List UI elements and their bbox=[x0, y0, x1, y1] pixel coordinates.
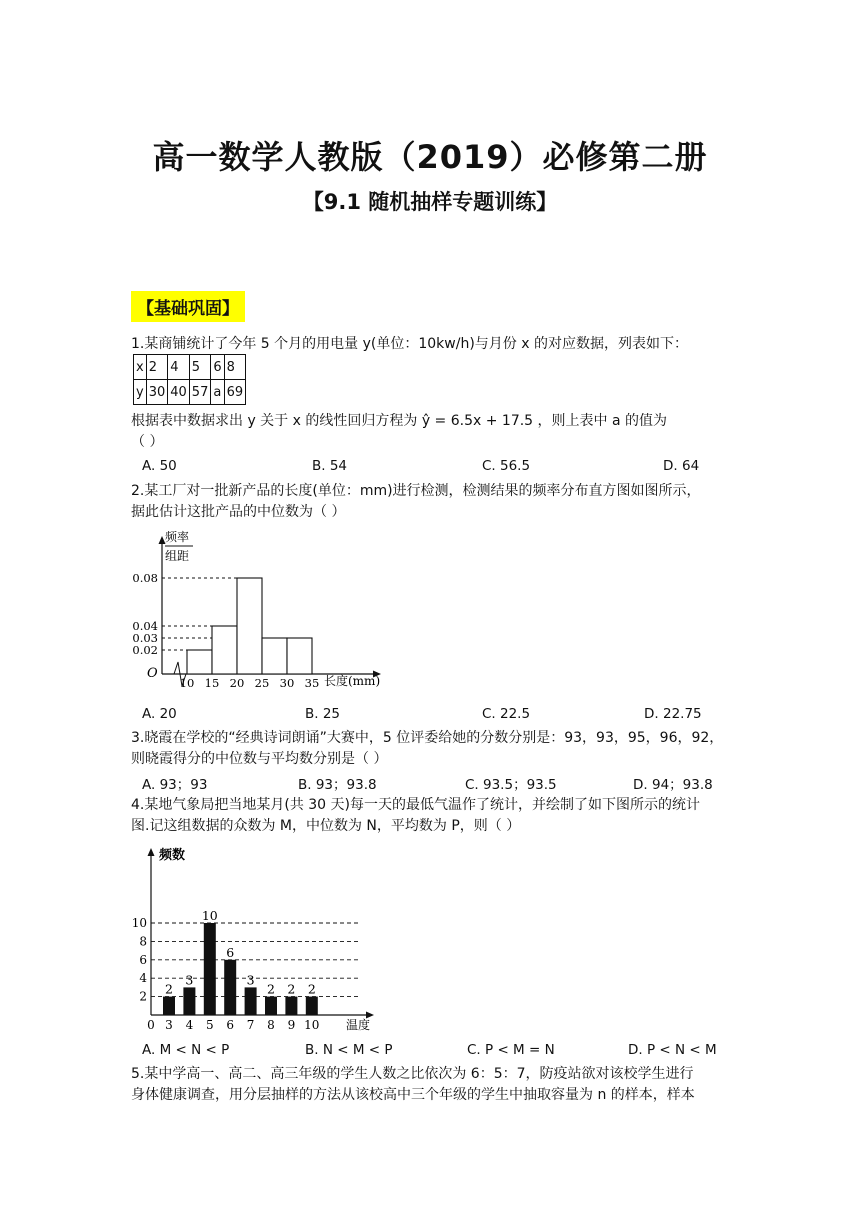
q1-data-table bbox=[133, 354, 246, 405]
q3-line2: 则晓霞得分的中位数与平均数分别是（ ） bbox=[131, 751, 388, 767]
bar-value-label: 6 bbox=[226, 944, 235, 960]
frequency-bar bbox=[306, 997, 318, 1015]
x-tick-label: 0 bbox=[147, 1018, 155, 1032]
x-tick-label: 8 bbox=[267, 1018, 275, 1032]
q3-option-c: C. 93.5；93.5 bbox=[465, 777, 557, 793]
q4-option-c: C. P < M = N bbox=[467, 1042, 555, 1058]
q3-option-d: D. 94；93.8 bbox=[633, 777, 713, 793]
q5-line2: 身体健康调查，用分层抽样的方法从该校高中三个年级的学生中抽取容量为 n 的样本，样本 bbox=[131, 1087, 695, 1103]
table-cell: 30 bbox=[146, 380, 168, 405]
origin-label: O bbox=[147, 666, 158, 681]
q3-line1: 3.晓霞在学校的“经典诗词朗诵”大赛中，5 位评委给她的分数分别是：93，93，95，96，92， bbox=[131, 730, 724, 746]
x-tick-label: 20 bbox=[229, 676, 245, 690]
x-tick-label: 15 bbox=[204, 676, 220, 690]
x-axis-label: 长度(mm) bbox=[324, 674, 381, 688]
histogram-bar bbox=[237, 578, 262, 674]
section-heading: 【基础巩固】 bbox=[131, 291, 245, 322]
y-tick-label: 6 bbox=[139, 952, 147, 967]
bar-value-label: 3 bbox=[185, 972, 194, 988]
x-tick-label: 25 bbox=[254, 676, 270, 690]
frequency-bar bbox=[163, 997, 175, 1015]
x-tick-label: 30 bbox=[279, 676, 295, 690]
y-tick-label: 4 bbox=[139, 971, 147, 986]
table-row bbox=[134, 380, 246, 405]
q1-option-b: B. 54 bbox=[312, 458, 348, 474]
y-tick-label: 0.04 bbox=[132, 619, 158, 633]
document-title: 高一数学人教版（2019）必修第二册 bbox=[152, 138, 708, 176]
x-tick-label: 4 bbox=[185, 1018, 194, 1032]
frequency-bar bbox=[265, 997, 277, 1015]
x-tick-label: 3 bbox=[165, 1018, 173, 1032]
histogram-bar bbox=[212, 626, 237, 674]
frequency-histogram bbox=[125, 528, 395, 693]
y-axis-label-bottom: 组距 bbox=[165, 549, 190, 563]
frequency-bar bbox=[224, 960, 236, 1015]
x-tick-label: 10 bbox=[179, 676, 195, 690]
table-cell: 40 bbox=[168, 380, 190, 405]
q1-option-c: C. 56.5 bbox=[482, 458, 531, 474]
q2-option-b: B. 25 bbox=[305, 706, 341, 722]
bar-value-label: 2 bbox=[267, 981, 275, 997]
bar-value-label: 10 bbox=[201, 908, 218, 923]
table-cell: a bbox=[211, 380, 224, 405]
frequency-bar bbox=[204, 923, 216, 1015]
q2-option-c: C. 22.5 bbox=[482, 706, 531, 722]
bar-value-label: 2 bbox=[165, 981, 173, 997]
q2-option-d: D. 22.75 bbox=[644, 706, 702, 722]
q1-line2: 根据表中数据求出 y 关于 x 的线性回归方程为 ŷ = 6.5x + 17.5 ，则上表中 a 的值为 bbox=[131, 413, 668, 429]
table-cell: 5 bbox=[189, 355, 211, 380]
table-cell: y bbox=[134, 380, 147, 405]
table-cell: x bbox=[134, 355, 147, 380]
x-tick-label: 9 bbox=[287, 1018, 296, 1032]
q2-option-a: A. 20 bbox=[142, 706, 177, 722]
q1-stem: 1.某商铺统计了今年 5 个月的用电量 y(单位：10kw/h)与月份 x 的对应数据，列表如下： bbox=[131, 336, 688, 352]
table-cell: 2 bbox=[146, 355, 168, 380]
temperature-bar-chart bbox=[125, 840, 385, 1035]
q4-option-b: B. N < M < P bbox=[305, 1042, 393, 1058]
histogram-bar bbox=[187, 650, 212, 674]
x-axis-label: 温度 bbox=[346, 1018, 371, 1032]
histogram-bar bbox=[287, 638, 312, 674]
q1-option-d: D. 64 bbox=[663, 458, 700, 474]
table-row bbox=[134, 355, 246, 380]
y-axis-arrow bbox=[148, 848, 155, 856]
q5-line1: 5.某中学高一、高二、高三年级的学生人数之比依次为 6：5：7，防疫站欲对该校学生进行 bbox=[131, 1066, 694, 1082]
q1-line3: （ ） bbox=[131, 434, 164, 450]
x-tick-label: 35 bbox=[304, 676, 320, 690]
q4-line1: 4.某地气象局把当地某月(共 30 天)每一天的最低气温作了统计，并绘制了如下图所示的统计 bbox=[131, 797, 700, 813]
bar-value-label: 2 bbox=[287, 981, 296, 997]
y-axis-label-top: 频率 bbox=[165, 530, 190, 544]
bar-value-label: 2 bbox=[307, 981, 316, 997]
table-cell: 57 bbox=[189, 380, 211, 405]
table-cell: 69 bbox=[224, 380, 246, 405]
q4-line2: 图.记这组数据的众数为 M，中位数为 N，平均数为 P，则（ ） bbox=[131, 818, 521, 834]
frequency-bar bbox=[285, 997, 297, 1015]
q2-line1: 2.某工厂对一批新产品的长度(单位：mm)进行检测，检测结果的频率分布直方图如图所示， bbox=[131, 483, 701, 499]
table-cell: 6 bbox=[211, 355, 224, 380]
x-tick-label: 5 bbox=[205, 1018, 214, 1032]
q3-option-a: A. 93；93 bbox=[142, 777, 208, 793]
q2-line2: 据此估计这批产品的中位数为（ ） bbox=[131, 504, 346, 520]
y-tick-label: 10 bbox=[131, 916, 147, 930]
histogram-bar bbox=[262, 638, 287, 674]
q4-option-a: A. M < N < P bbox=[142, 1042, 230, 1058]
y-tick-label: 2 bbox=[139, 989, 147, 1004]
document-subtitle: 【9.1 随机抽样专题训练】 bbox=[302, 190, 558, 214]
x-tick-label: 6 bbox=[226, 1018, 235, 1032]
bar-value-label: 3 bbox=[246, 972, 255, 988]
y-tick-label: 0.08 bbox=[132, 571, 158, 585]
x-tick-label: 10 bbox=[304, 1018, 320, 1032]
q3-option-b: B. 93；93.8 bbox=[298, 777, 377, 793]
q1-option-a: A. 50 bbox=[142, 458, 177, 474]
table-cell: 8 bbox=[224, 355, 246, 380]
y-tick-label: 0.02 bbox=[132, 643, 158, 657]
x-tick-label: 7 bbox=[246, 1018, 255, 1032]
q4-option-d: D. P < N < M bbox=[628, 1042, 717, 1058]
y-tick-label: 8 bbox=[139, 934, 147, 949]
table-cell: 4 bbox=[168, 355, 190, 380]
y-tick-label: 0.03 bbox=[132, 631, 158, 645]
y-axis-label: 频数 bbox=[159, 848, 186, 863]
frequency-bar bbox=[183, 987, 195, 1015]
frequency-bar bbox=[245, 987, 257, 1015]
